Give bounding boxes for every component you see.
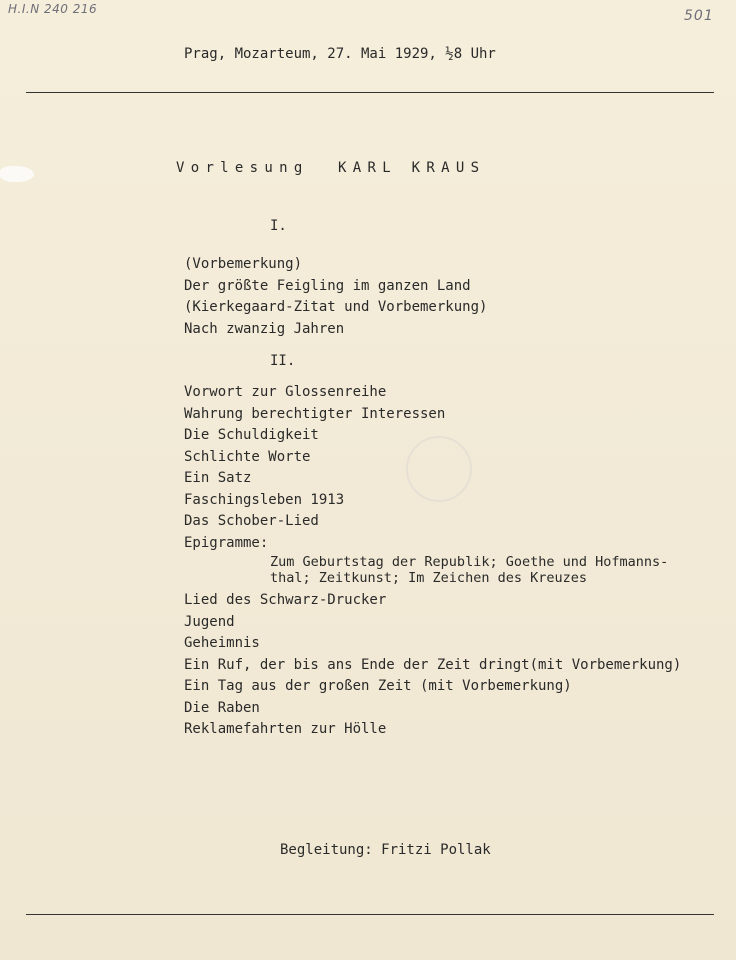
epigramme-detail-line-2: thal; Zeitkunst; Im Zeichen des Kreuzes <box>270 570 587 586</box>
header-line: Prag, Mozarteum, 27. Mai 1929, ½8 Uhr <box>184 46 496 62</box>
list-item: Reklamefahrten zur Hölle <box>184 721 387 737</box>
list-item: Ein Satz <box>184 470 252 486</box>
list-item: Der größte Feigling im ganzen Land <box>184 277 471 294</box>
section-1-list <box>184 254 487 340</box>
section-2-list-continued <box>184 590 681 741</box>
list-item: Geheimnis <box>184 635 260 651</box>
list-item: Lied des Schwarz-Drucker <box>184 592 387 608</box>
section-2-list <box>184 382 445 554</box>
title-prefix: Vorlesung <box>176 160 309 176</box>
section-numeral-1: I. <box>270 218 287 234</box>
list-item: Vorwort zur Glossenreihe <box>184 384 387 400</box>
list-item: Nach zwanzig Jahren <box>184 320 345 337</box>
list-item: Jugend <box>184 613 235 630</box>
list-item: Faschingsleben 1913 <box>184 491 345 508</box>
list-item: Die Schuldigkeit <box>184 427 319 443</box>
page-number: 501 <box>684 8 714 24</box>
list-item: Das Schober-Lied <box>184 513 319 529</box>
list-item: Ein Ruf, der bis ans Ende der Zeit dringt(mit Vorbemerkung) <box>184 656 682 673</box>
section-numeral-2: II. <box>270 353 296 369</box>
document-title <box>176 160 485 176</box>
list-item: Epigramme: <box>184 534 269 551</box>
list-item: Ein Tag aus der großen Zeit (mit Vorbemerkung) <box>184 678 572 694</box>
bottom-rule <box>26 914 714 915</box>
list-item: Schlichte Worte <box>184 448 311 465</box>
list-item: (Vorbemerkung) <box>184 256 303 272</box>
epigramme-detail-line-1: Zum Geburtstag der Republik; Goethe und Hofmanns- <box>270 554 669 570</box>
title-name: KARL KRAUS <box>338 160 486 176</box>
paper-tear <box>0 166 34 182</box>
list-item: (Kierkegaard-Zitat und Vorbemerkung) <box>184 299 488 315</box>
epigramme-detail <box>270 554 668 586</box>
archive-reference: H.I.N 240 216 <box>8 2 98 16</box>
list-item: Wahrung berechtigter Interessen <box>184 405 446 422</box>
accompaniment-line: Begleitung: Fritzi Pollak <box>280 842 491 858</box>
top-rule <box>26 92 714 93</box>
list-item: Die Raben <box>184 699 260 716</box>
